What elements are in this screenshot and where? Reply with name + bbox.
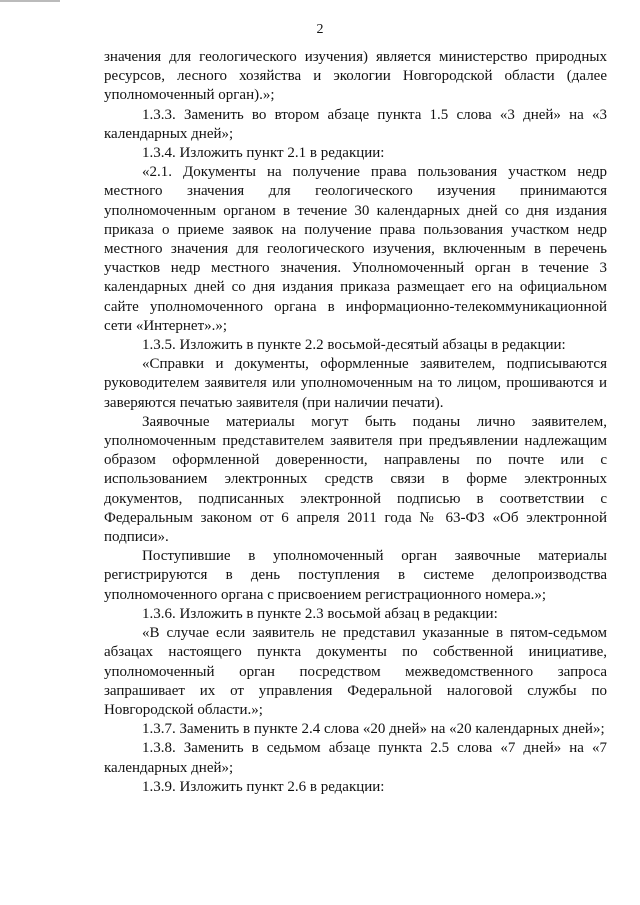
paragraph-1-3-5: 1.3.5. Изложить в пункте 2.2 восьмой-десятый абзацы в редакции: bbox=[142, 337, 566, 354]
paragraph-continuation: значения для геологического изучения) является министерство природных ресурсов, лесного хозяйства и экологии Новгородской области (далее уполномоченный орган).»; bbox=[104, 49, 607, 104]
paragraph-certificates: «Справки и документы, оформленные заявителем, подписываются руководителем заявителя или уполномоченным на то лицом, прошиваются и заверяются печатью заявителя (при наличии печати). bbox=[104, 356, 607, 411]
paragraph-1-3-7: 1.3.7. Заменить в пункте 2.4 слова «20 дней» на «20 календарных дней»; bbox=[142, 721, 605, 738]
paragraph-1-3-3: 1.3.3. Заменить во втором абзаце пункта 1.5 слова «3 дней» на «3 календарных дней»; bbox=[104, 106, 607, 142]
paragraph-1-3-6: 1.3.6. Изложить в пункте 2.3 восьмой абзац в редакции: bbox=[142, 605, 498, 622]
paragraph-2-1-text: «2.1. Документы на получение права пользования участком недр местного значения для геологического изучения принимаются уполномоченным органом в течение 30 календарных дней со дня издания приказа о приеме заявок на получение права пользования участком недр местного значения для геологического изучения, включенным в перечень участков недр местного значения. Уполномоченный орган в течение 3 календарных дней со дня издания приказа размещает его на официальном сайте уполномоченного органа в информационно-телекоммуникационной сети «Интернет».»; bbox=[104, 164, 607, 334]
paragraph-application-materials: Заявочные материалы могут быть поданы лично заявителем, уполномоченным представителем заявителя при предъявлении надлежащим образом оформленной доверенности, направлены по почте или с использованием электронных средств связи в форме электронных документов, подписанных электронной подписью в соответствии с Федеральным законом от 6 апреля 2011 года № 63-ФЗ «Об электронной подписи». bbox=[104, 413, 607, 546]
paragraph-1-3-9: 1.3.9. Изложить пункт 2.6 в редакции: bbox=[142, 778, 385, 795]
paragraph-1-3-4: 1.3.4. Изложить пункт 2.1 в редакции: bbox=[142, 145, 385, 162]
scan-edge-mark bbox=[0, 0, 60, 2]
paragraph-registration: Поступившие в уполномоченный орган заявочные материалы регистрируются в день поступления в системе делопроизводства уполномоченного органа с присвоением регистрационного номера.»; bbox=[104, 548, 607, 603]
paragraph-interagency-request: «В случае если заявитель не представил указанные в пятом-седьмом абзацах настоящего пункта документы по собственной инициативе, уполномоченный орган посредством межведомственного запроса запрашивает их от управления Федеральной налоговой службы по Новгородской области.»; bbox=[104, 625, 607, 718]
document-body bbox=[104, 48, 607, 797]
paragraph-1-3-8: 1.3.8. Заменить в седьмом абзаце пункта 2.5 слова «7 дней» на «7 календарных дней»; bbox=[104, 740, 607, 776]
page-number: 2 bbox=[316, 22, 324, 37]
